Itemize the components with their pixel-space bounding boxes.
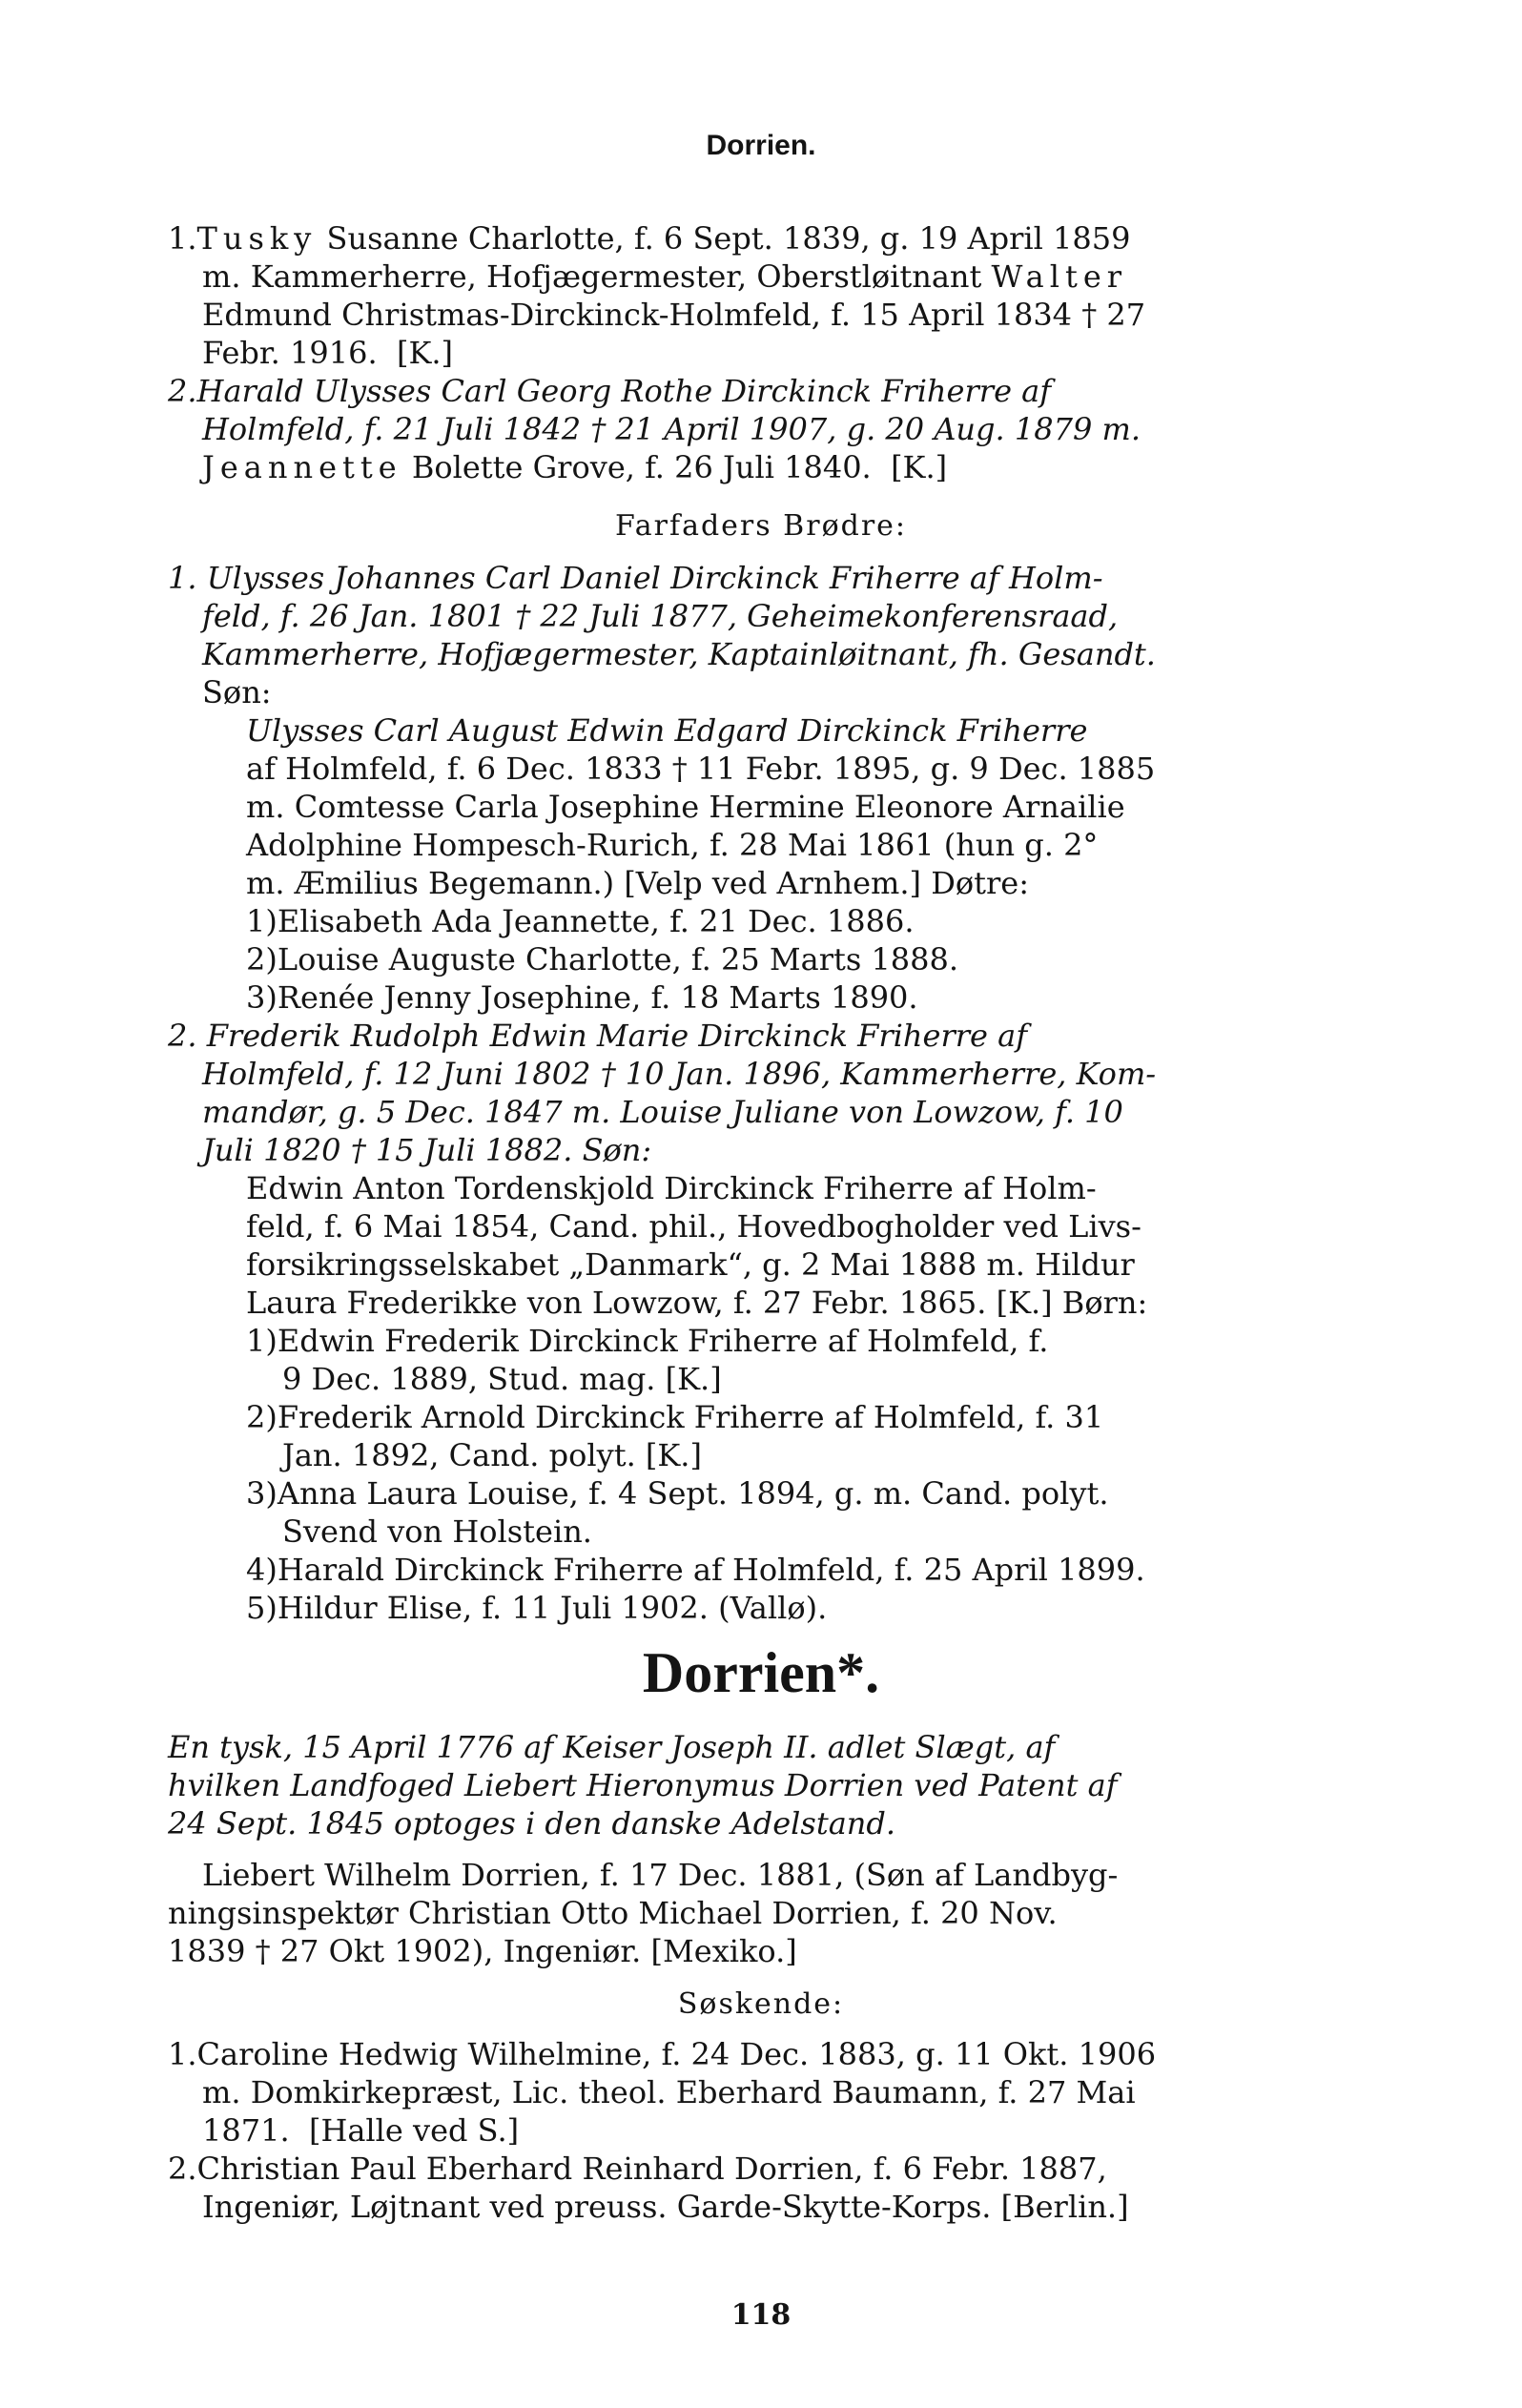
- entry-line: Svend von Holstein.: [282, 1513, 592, 1550]
- entry-line: af Holmfeld, f. 6 Dec. 1833 † 11 Febr. 1895, g. 9 Dec. 1885: [246, 751, 1156, 787]
- head-line: 1839 † 27 Okt 1902), Ingeniør. [Mexiko.]: [168, 1933, 797, 1969]
- intro-line: 24 Sept. 1845 optoges i den danske Adelstand.: [168, 1805, 896, 1842]
- entry-line: m. Kammerherre, Hofjægermester, Oberstløitnant Walter: [202, 258, 1128, 295]
- entry-line: Ulysses Carl August Edwin Edgard Dirckinck Friherre: [246, 712, 1088, 749]
- entry-line: 1)Elisabeth Ada Jeannette, f. 21 Dec. 1886.: [246, 903, 915, 939]
- entry-line: 4)Harald Dirckinck Friherre af Holmfeld, f. 25 April 1899.: [246, 1552, 1145, 1588]
- subheading-farfaders: Farfaders Brødre:: [614, 509, 908, 543]
- head-line: Liebert Wilhelm Dorrien, f. 17 Dec. 1881, (Søn af Landbyg-: [202, 1857, 1119, 1893]
- sibling-line: m. Domkirkepræst, Lic. theol. Eberhard Baumann, f. 27 Mai: [202, 2074, 1136, 2110]
- entry-line: 1)Edwin Frederik Dirckinck Friherre af Holmfeld, f.: [246, 1323, 1049, 1359]
- entry-line: Adolphine Hompesch-Rurich, f. 28 Mai 1861 (hun g. 2°: [246, 827, 1099, 863]
- sibling-line: 2.Christian Paul Eberhard Reinhard Dorrien, f. 6 Febr. 1887,: [168, 2151, 1107, 2187]
- entry-line: 3)Anna Laura Louise, f. 4 Sept. 1894, g. m. Cand. polyt.: [246, 1475, 1109, 1512]
- entry-line: 2)Louise Auguste Charlotte, f. 25 Marts 1888.: [246, 941, 959, 978]
- sibling-line: 1.Caroline Hedwig Wilhelmine, f. 24 Dec. 1883, g. 11 Okt. 1906: [168, 2036, 1157, 2072]
- subheading-soskende: Søskende:: [677, 1987, 845, 2021]
- entry-line: Holmfeld, f. 21 Juli 1842 † 21 April 1907, g. 20 Aug. 1879 m.: [202, 411, 1141, 447]
- entry-line: feld, f. 26 Jan. 1801 † 22 Juli 1877, Geheimekonferensraad,: [202, 598, 1119, 634]
- head-line: ningsinspektør Christian Otto Michael Dorrien, f. 20 Nov.: [168, 1895, 1058, 1931]
- entry-line: 3)Renée Jenny Josephine, f. 18 Marts 1890.: [246, 979, 918, 1016]
- entry-line: forsikringsselskabet „Danmark“, g. 2 Mai 1888 m. Hildur: [246, 1246, 1135, 1283]
- entry-line: Søn:: [202, 674, 272, 710]
- entry-line: m. Comtesse Carla Josephine Hermine Eleonore Arnailie: [246, 789, 1125, 825]
- entry-line: 5)Hildur Elise, f. 11 Juli 1902. (Vallø).: [246, 1590, 828, 1626]
- intro-line: hvilken Landfoged Liebert Hieronymus Dorrien ved Patent af: [168, 1767, 1118, 1803]
- entry-line: Febr. 1916. [K.]: [202, 335, 453, 371]
- entry-line: Jan. 1892, Cand. polyt. [K.]: [282, 1437, 702, 1473]
- section-title: Dorrien*.: [642, 1641, 880, 1704]
- running-head: Dorrien.: [706, 130, 816, 161]
- entry-line: 9 Dec. 1889, Stud. mag. [K.]: [282, 1361, 722, 1397]
- page-number: 118: [730, 2298, 792, 2332]
- entry-line: 2.Harald Ulysses Carl Georg Rothe Dirckinck Friherre af: [168, 373, 1052, 409]
- entry-line: 1.Tusky Susanne Charlotte, f. 6 Sept. 1839, g. 19 April 1859: [168, 220, 1131, 257]
- entry-line: Juli 1820 † 15 Juli 1882. Søn:: [202, 1132, 652, 1168]
- entry-line: 1. Ulysses Johannes Carl Daniel Dirckinck Friherre af Holm-: [168, 560, 1103, 596]
- sibling-line: 1871. [Halle ved S.]: [202, 2112, 520, 2149]
- entry-line: 2)Frederik Arnold Dirckinck Friherre af Holmfeld, f. 31: [246, 1399, 1104, 1435]
- entry-line: 2. Frederik Rudolph Edwin Marie Dirckinck Friherre af: [168, 1018, 1028, 1054]
- intro-line: En tysk, 15 April 1776 af Keiser Joseph II. adlet Slægt, af: [168, 1729, 1056, 1765]
- entry-line: mandør, g. 5 Dec. 1847 m. Louise Juliane von Lowzow, f. 10: [202, 1094, 1123, 1130]
- entry-line: Holmfeld, f. 12 Juni 1802 † 10 Jan. 1896, Kammerherre, Kom-: [202, 1056, 1157, 1092]
- entry-line: Jeannette Bolette Grove, f. 26 Juli 1840. [K.]: [202, 449, 948, 485]
- entry-line: Edwin Anton Tordenskjold Dirckinck Friherre af Holm-: [246, 1170, 1097, 1206]
- entry-line: Laura Frederikke von Lowzow, f. 27 Febr. 1865. [K.] Børn:: [246, 1285, 1148, 1321]
- entry-line: m. Æmilius Begemann.) [Velp ved Arnhem.] Døtre:: [246, 865, 1029, 901]
- sibling-line: Ingeniør, Løjtnant ved preuss. Garde-Skytte-Korps. [Berlin.]: [202, 2189, 1129, 2225]
- entry-line: Kammerherre, Hofjægermester, Kaptainløitnant, fh. Gesandt.: [202, 636, 1156, 672]
- entry-line: feld, f. 6 Mai 1854, Cand. phil., Hovedbogholder ved Livs-: [246, 1208, 1142, 1245]
- entry-line: Edmund Christmas-Dirckinck-Holmfeld, f. 15 April 1834 † 27: [202, 297, 1146, 333]
